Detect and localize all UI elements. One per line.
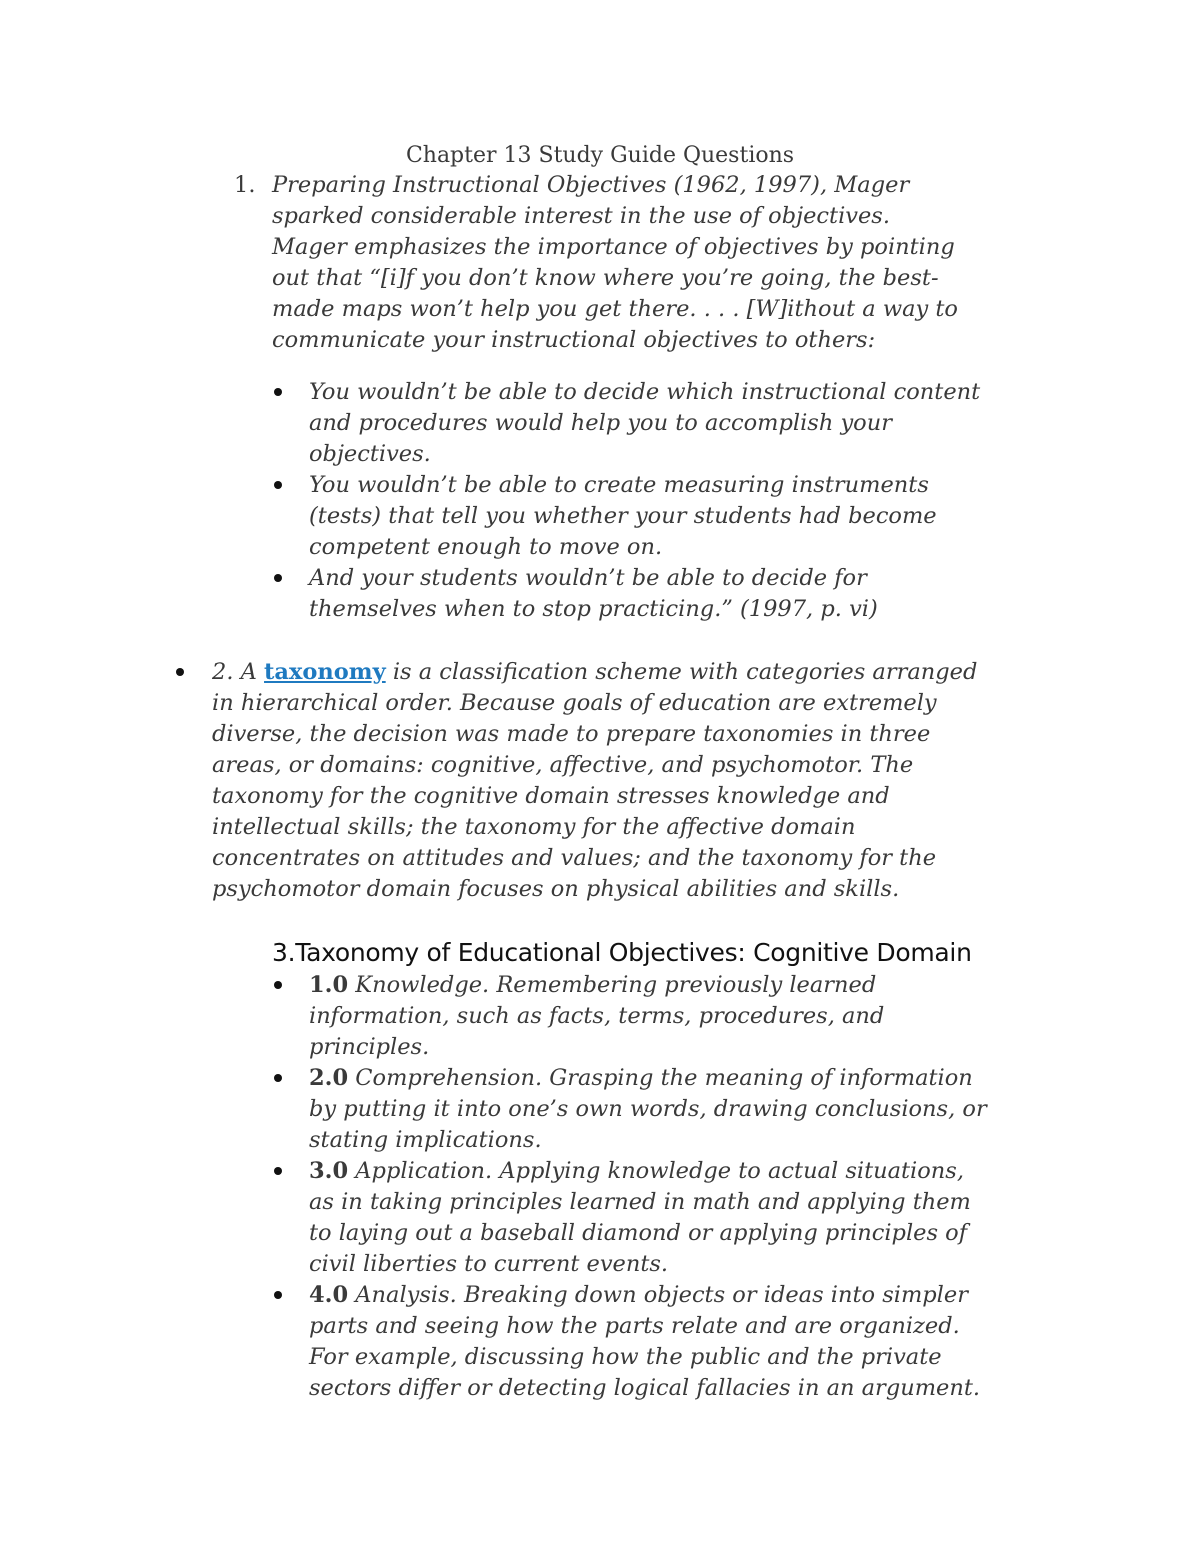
question-1-number: 1. bbox=[234, 172, 256, 198]
bullet-icon bbox=[274, 481, 282, 489]
level-number: 2.0 bbox=[309, 1065, 349, 1091]
list-item bbox=[309, 377, 989, 470]
list-item bbox=[309, 1280, 989, 1404]
bullet-icon bbox=[274, 1167, 282, 1175]
bullet-icon bbox=[274, 981, 282, 989]
bullet-icon bbox=[176, 668, 184, 676]
list-item bbox=[309, 563, 989, 625]
question-3-heading: 3.Taxonomy of Educational Objectives: Cognitive Domain bbox=[272, 938, 972, 967]
level-number: 4.0 bbox=[309, 1282, 349, 1308]
level-text: Application. Applying knowledge to actual situations, as in taking principles learned in math and applying them to laying out a baseball diamond or applying principles of civil liberties to current events. bbox=[309, 1158, 971, 1277]
question-2-text: is a classification scheme with categories arranged in hierarchical order. Because goals of education are extremely diverse, the decision was made to prepare taxonomies in three areas, or domains: cognitive, affective, and psychomotor. The taxonomy for the cognitive domain stresses knowledge and intellectual skills; the taxonomy for the affective domain concentrates on attitudes and values; and the taxonomy for the psychomotor domain focuses on physical abilities and skills. bbox=[212, 659, 978, 902]
level-number: 1.0 bbox=[309, 972, 349, 998]
question-2-prefix: 2. A bbox=[212, 659, 265, 685]
list-item bbox=[309, 1156, 989, 1280]
level-text: Knowledge. Remembering previously learned information, such as facts, terms, procedures, and principles. bbox=[309, 972, 885, 1060]
question-1 bbox=[234, 170, 972, 356]
taxonomy-link[interactable]: taxonomy bbox=[264, 659, 386, 685]
bullet-icon bbox=[274, 1291, 282, 1299]
bullet-text: And your students wouldn’t be able to decide for themselves when to stop practicing.” (1997, p. vi) bbox=[309, 565, 878, 622]
list-item bbox=[309, 970, 989, 1063]
bullet-icon bbox=[274, 1074, 282, 1082]
bullet-text: You wouldn’t be able to create measuring instruments (tests) that tell you whether your students had become competent enough to move on. bbox=[309, 472, 937, 560]
question-1-bullet-list bbox=[309, 377, 989, 625]
level-number: 3.0 bbox=[309, 1158, 349, 1184]
bullet-text: You wouldn’t be able to decide which instructional content and procedures would help you to accomplish your objectives. bbox=[309, 379, 981, 467]
question-1-text: Preparing Instructional Objectives (1962, 1997), Mager sparked considerable interest in the use of objectives. Mager emphasizes the importance of objectives by pointing out that “[i]f you don’t know where you’re going, the best-made maps won’t help you get there. . . . [W]ithout a way to communicate your instructional objectives to others: bbox=[272, 172, 958, 353]
list-item bbox=[309, 1063, 989, 1156]
page-title: Chapter 13 Study Guide Questions bbox=[405, 143, 795, 168]
level-text: Analysis. Breaking down objects or ideas into simpler parts and seeing how the parts relate and are organized. For example, discussing how the public and the private sectors differ or detecting logical fallacies in an argument. bbox=[309, 1282, 981, 1401]
list-item bbox=[309, 470, 989, 563]
bullet-icon bbox=[274, 388, 282, 396]
cognitive-domain-list bbox=[309, 970, 989, 1404]
bullet-icon bbox=[274, 574, 282, 582]
question-2 bbox=[212, 657, 992, 905]
level-text: Comprehension. Grasping the meaning of information by putting it into one’s own words, drawing conclusions, or stating implications. bbox=[309, 1065, 987, 1153]
